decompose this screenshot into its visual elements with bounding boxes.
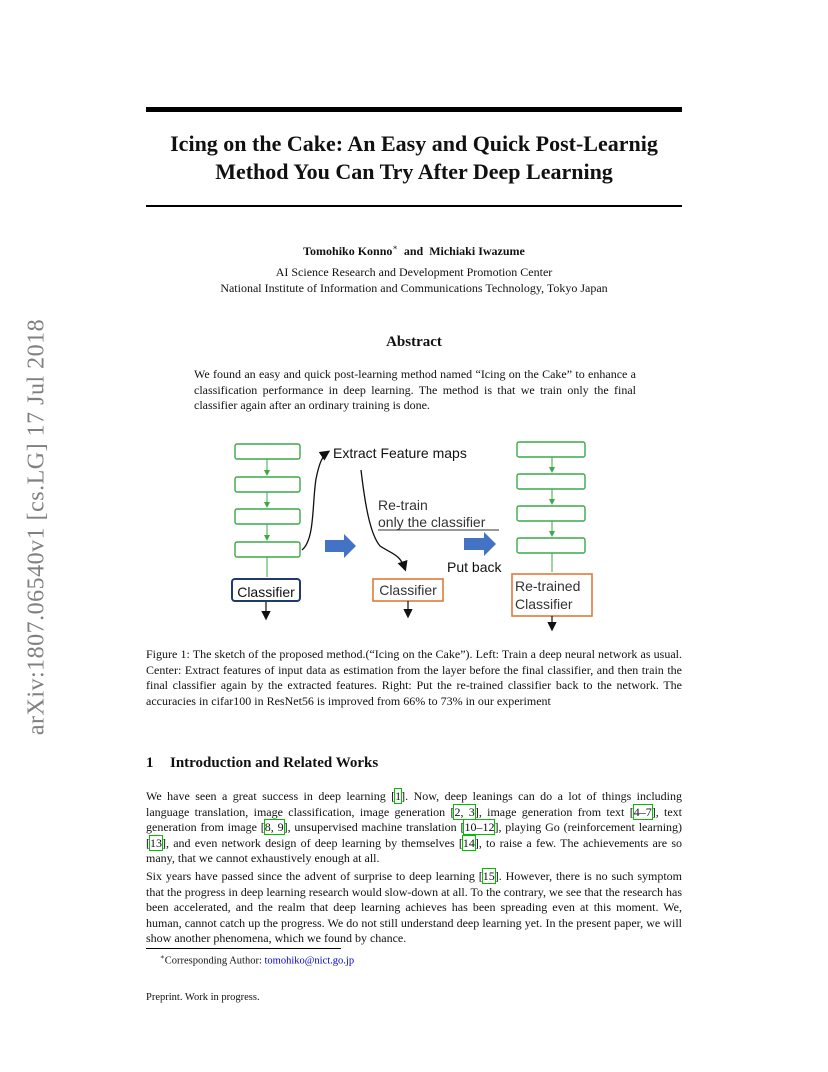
citation-link[interactable]: 8, 9: [264, 820, 284, 834]
citation-link[interactable]: 4–7: [633, 804, 652, 819]
footnote-text: Corresponding Author:: [164, 955, 265, 967]
text-run: . However, there is no such symptom that the progress in deep learning research would slow-down at all. To the contrary, we see that the research has been accelerated, and the realm that deep learning achieves has been spreading even at this moment. We, human, cannot catch up the progress. We do not still understand deep learning yet. In the present paper, we will show another phenomena, which we found by chance.: [146, 869, 682, 945]
arxiv-identifier: arXiv:1807.06540v1 [cs.LG] 17 Jul 2018: [23, 318, 50, 736]
left-layer-3: [235, 509, 300, 524]
text-run: , text generation from image: [146, 804, 683, 834]
right-network: [512, 442, 592, 629]
text-run: Six years have passed since the advent of surprise to deep learning: [146, 869, 479, 883]
left-layer-4: [235, 542, 300, 557]
left-network: [232, 444, 300, 618]
text-run: , and even network design of deep learning by themselves: [166, 835, 459, 850]
section-title: Introduction and Related Works: [170, 755, 379, 771]
extract-arrow: [302, 452, 328, 550]
section-number: 1: [146, 755, 154, 771]
citation-link[interactable]: 10–12: [464, 820, 495, 834]
extract-feature-maps-label: Extract Feature maps: [333, 445, 467, 461]
right-classifier-label-1: Re-trained: [515, 578, 581, 594]
footnote: [160, 953, 354, 967]
right-layer-2: [517, 474, 585, 489]
email-link[interactable]: tomohiko@nict.go.jp: [264, 955, 355, 967]
figure-1-diagram: [220, 434, 620, 634]
blue-arrow-1: [325, 534, 356, 558]
author-1: Tomohiko Konno: [303, 244, 393, 258]
author-footnote-mark: ∗: [392, 243, 398, 252]
text-run: , unsupervised machine translation: [287, 820, 461, 834]
intro-paragraph-2: Six years have passed since the advent of surprise to deep learning [15]. However, there is no such symptom that the progress in deep learning research would slow-down at all. To the contrary, we see that the research has been accelerated, and the realm that deep learning achieves has been spreading even at this moment. We, human, cannot catch up the progress. We do not still understand deep learning yet. In the present paper, we will show another phenomena, which we found by chance.: [146, 869, 682, 945]
text-run: . Now, deep leanings can do a lot of things including language translation, image classification, image generation: [146, 789, 683, 819]
right-classifier-label-2: Classifier: [515, 596, 573, 612]
text-run: , image generation from text: [478, 804, 630, 819]
author-2: Michiaki Iwazume: [429, 244, 525, 258]
footnote-rule: [146, 948, 341, 949]
author-and: and: [403, 244, 424, 258]
citation-link[interactable]: 1: [395, 789, 402, 803]
right-layer-4: [517, 538, 585, 553]
retrain-label-line-2: only the classifier: [378, 514, 486, 530]
citation-link[interactable]: 13: [150, 835, 162, 850]
affiliation-line-1: AI Science Research and Development Promotion Center: [275, 265, 553, 279]
put-back-label: Put back: [447, 559, 502, 575]
abstract-text: We found an easy and quick post-learning method named “Icing on the Cake” to enhance a classification performance in deep learning. The method is that we train only the final classifier again after an ordinary training is done.: [194, 367, 636, 412]
text-run: , playing Go (reinforcement learning): [498, 820, 683, 834]
footnote-mark: ∗: [160, 953, 165, 961]
center-classifier-label: Classifier: [379, 582, 437, 598]
intro-paragraph-1: We have seen a great success in deep learning [1]. Now, deep leanings can do a lot of things including language translation, image classification, image generation [2, 3], image generation from text [4–7], text generation from image [8, 9], unsupervised machine translation [10–12], playing Go (reinforcement learning) [13], and even network design of deep learning by themselves [14], to raise a few. The achievements are so many, that we cannot exhaustively enough at all.: [146, 789, 683, 865]
text-run: , to raise a few. The achievements are so many, that we cannot exhaustively enough at all.: [146, 835, 682, 865]
affiliation-line-2: National Institute of Information and Communications Technology, Tokyo Japan: [220, 281, 608, 295]
right-layer-3: [517, 506, 585, 521]
citation-link[interactable]: 15: [482, 869, 495, 883]
preprint-note: Preprint. Work in progress.: [146, 992, 260, 1003]
right-layer-1: [517, 442, 585, 457]
left-layer-2: [235, 477, 300, 492]
title-top-rule: [146, 107, 682, 112]
text-run: We have seen a great success in deep learning: [146, 789, 392, 803]
citation-link[interactable]: 2, 3: [454, 804, 475, 819]
retrain-label-line-1: Re-train: [378, 497, 428, 513]
title-line-2: Method You Can Try After Deep Learning: [215, 159, 613, 184]
blue-arrow-2: [464, 532, 496, 556]
left-classifier-label: Classifier: [237, 584, 295, 600]
author-list: [146, 243, 682, 259]
abstract-heading: Abstract: [386, 334, 442, 350]
section-1-heading: [146, 755, 378, 772]
left-layer-1: [235, 444, 300, 459]
figure-1-caption: Figure 1: The sketch of the proposed method.(“Icing on the Cake”). Left: Train a deep neural network as usual. Center: Extract features of input data as estimation from the layer before the final classifier, and then train the final classifier again by the extracted features. Right: Put the re-trained classifier back to the network. The accuracies in cifar100 in ResNet56 is improved from 66% to 73% in our experiment: [146, 647, 682, 708]
title-bottom-rule: [146, 205, 682, 207]
title-line-1: Icing on the Cake: An Easy and Quick Post-Learnig: [170, 131, 658, 156]
paper-title: [120, 130, 708, 186]
citation-link[interactable]: 14: [462, 835, 475, 850]
affiliation: [146, 264, 682, 296]
